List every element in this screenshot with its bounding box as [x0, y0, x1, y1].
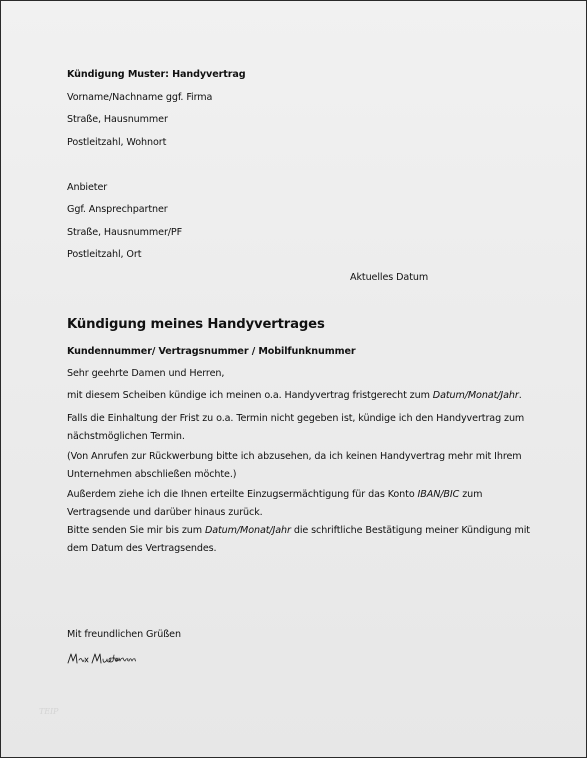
paragraph-direct-debit-line1 — [67, 486, 527, 504]
recipient-street: Straße, Hausnummer/PF — [67, 227, 183, 238]
confirmation-text-end: die schriftliche Bestätigung meiner Kündigung mit — [290, 525, 530, 536]
date-placeholder: Datum/Monat/Jahr — [432, 390, 519, 401]
letter-date: Aktuelles Datum — [350, 272, 429, 283]
handwritten-signature — [66, 649, 136, 667]
paragraph-cancellation-text: mit diesem Scheiben kündige ich meinen o.a. Handyvertrag fristgerecht zum — [67, 390, 433, 401]
confirmation-text: Bitte senden Sie mir bis zum — [67, 525, 205, 536]
letter-title: Kündigung meines Handyvertrages — [67, 317, 325, 332]
sender-city: Postleitzahl, Wohnort — [67, 137, 167, 148]
recipient-contact: Ggf. Ansprechpartner — [67, 204, 168, 215]
paragraph-confirmation-line2: dem Datum des Vertragsendes. — [67, 543, 217, 554]
paragraph-cancellation — [67, 390, 522, 401]
paragraph-no-calls — [67, 448, 527, 484]
confirmation-date-placeholder: Datum/Monat/Jahr — [204, 525, 291, 536]
paragraph-deadline — [67, 410, 527, 446]
paragraph-confirmation-line1 — [67, 522, 530, 540]
paragraph-direct-debit-line2: Vertragsende und darüber hinaus zurück. — [67, 507, 263, 518]
paragraph-no-calls-line2: Unternehmen abschließen möchte.) — [67, 469, 237, 480]
paragraph-confirmation — [67, 522, 530, 558]
paragraph-cancellation-end: . — [518, 390, 522, 401]
paragraph-deadline-line1: Falls die Einhaltung der Frist zu o.a. Termin nicht gegeben ist, kündige ich den Handyvertrag zum — [67, 413, 525, 424]
reference-line: Kundennummer/ Vertragsnummer / Mobilfunknummer — [67, 346, 356, 357]
direct-debit-text: Außerdem ziehe ich die Ihnen erteilte Einzugsermächtigung für das Konto — [67, 489, 418, 500]
recipient-city: Postleitzahl, Ort — [67, 249, 142, 260]
page-watermark: TEIP — [39, 707, 59, 716]
sender-name: Vorname/Nachname ggf. Firma — [67, 92, 213, 103]
paragraph-no-calls-line1: (Von Anrufen zur Rückwerbung bitte ich abzusehen, da ich keinen Handyvertrag mehr mit Ihrem — [67, 451, 522, 462]
closing-greeting: Mit freundlichen Grüßen — [67, 629, 181, 640]
sender-street: Straße, Hausnummer — [67, 114, 168, 125]
document-subject: Kündigung Muster: Handyvertrag — [67, 69, 246, 80]
direct-debit-text-end: zum — [459, 489, 483, 500]
recipient-provider: Anbieter — [67, 182, 108, 193]
salutation: Sehr geehrte Damen und Herren, — [67, 368, 225, 379]
paragraph-direct-debit — [67, 486, 527, 522]
paragraph-deadline-line2: nächstmöglichen Termin. — [67, 431, 185, 442]
iban-placeholder: IBAN/BIC — [417, 489, 460, 500]
